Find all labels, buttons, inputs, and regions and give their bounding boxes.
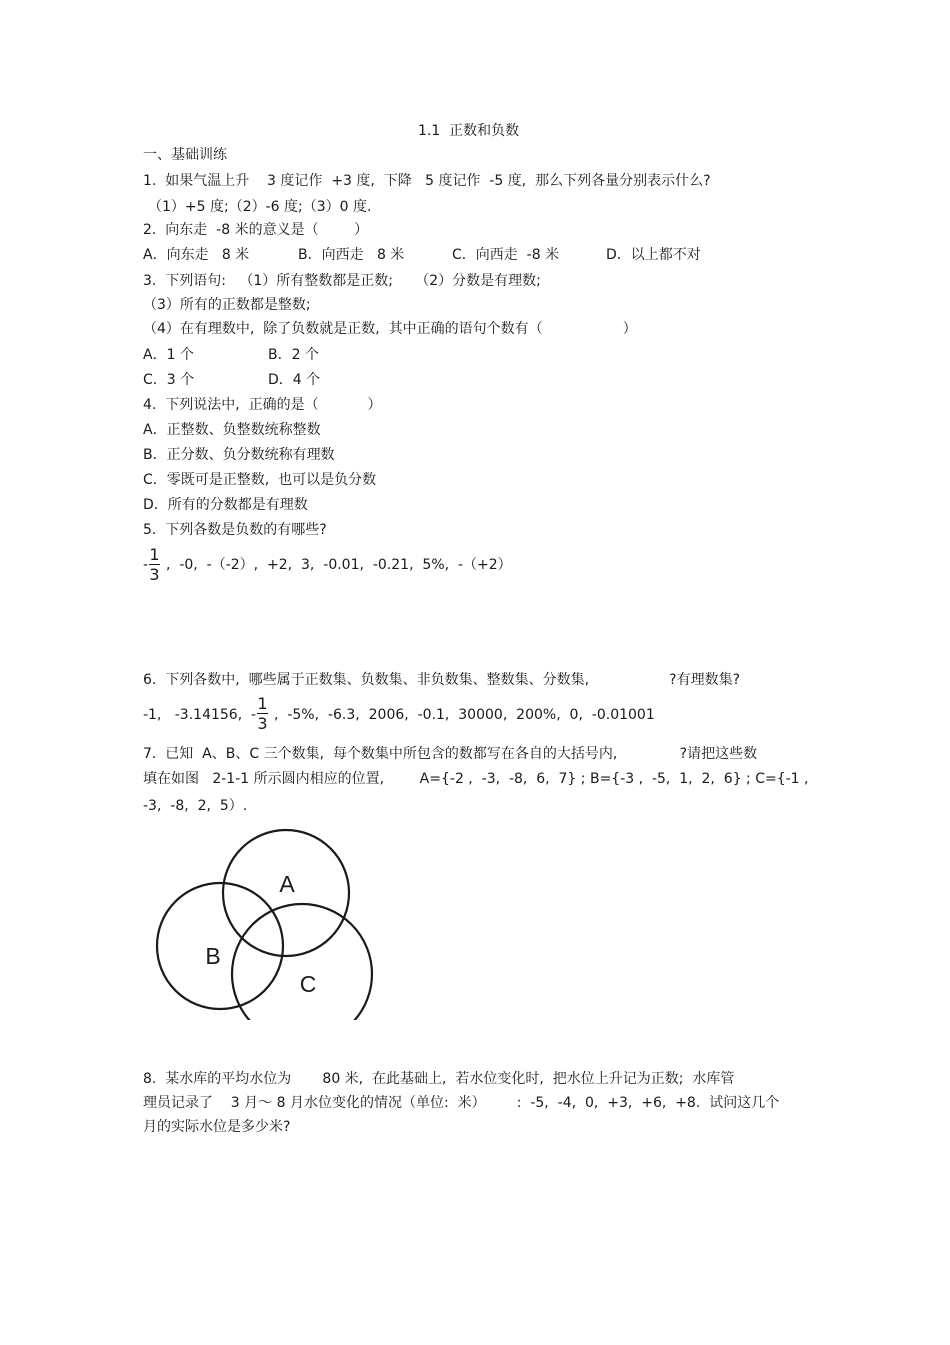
q2-stem: 2. 向东走 -8 米的意义是（ ） (143, 222, 369, 238)
q7-sets-end: -3, -8, 2, 5）. (143, 798, 248, 814)
q2-option-c: C．向西走 -8 米 (452, 247, 560, 263)
q3-stem: 3. 下列语句: （1）所有整数都是正数; （2）分数是有理数; (143, 273, 541, 289)
venn-diagram (150, 825, 380, 1020)
q4-option-c: C．零既可是正整数, 也可以是负分数 (143, 472, 377, 488)
fraction-denominator: 3 (149, 565, 160, 584)
q3-option-c: C．3 个 (143, 372, 195, 388)
q3-statement-3: （3）所有的正数都是整数; (143, 297, 311, 313)
q2-option-d: D．以上都不对 (606, 247, 701, 263)
q3-option-b: B．2 个 (268, 347, 319, 363)
label-a: A (279, 871, 295, 897)
label-b: B (205, 943, 221, 969)
fraction-numerator: 1 (257, 694, 268, 713)
q6-stem: 6. 下列各数中, 哪些属于正数集、负数集、非负数集、整数集、分数集, ?有理数集? (143, 672, 741, 688)
q7-stem: 7. 已知 A、B、C 三个数集, 每个数集中所包含的数都写在各自的大括号内, ?请把这些数 (143, 746, 758, 762)
q2-option-b: B．向西走 8 米 (298, 247, 405, 263)
circle-c (232, 904, 372, 1020)
page-title: 1.1 正数和负数 (418, 123, 520, 139)
label-c: C (299, 971, 317, 997)
fraction-denominator: 3 (257, 714, 268, 733)
q5-numbers: , -0, -（-2）, +2, 3, -0.01, -0.21, 5%, -（+2） (166, 557, 512, 573)
q4-option-d: D．所有的分数都是有理数 (143, 497, 308, 513)
q8-question: 月的实际水位是多少米? (143, 1119, 291, 1135)
q8-data: 理员记录了 3 月～ 8 月水位变化的情况（单位: 米） : -5, -4, 0, +3, +6, +8. 试问这几个 (143, 1095, 780, 1111)
q1-stem: 1. 如果气温上升 3 度记作 +3 度, 下降 5 度记作 -5 度, 那么下列各量分别表示什么? (143, 173, 711, 189)
section-heading: 一、基础训练 (143, 147, 227, 163)
q2-option-a: A．向东走 8 米 (143, 247, 250, 263)
q4-stem: 4. 下列说法中, 正确的是（ ） (143, 397, 382, 413)
q3-option-a: A．1 个 (143, 347, 194, 363)
q1-items: （1）+5 度;（2）-6 度;（3）0 度. (148, 199, 372, 215)
q6-numbers-end: , -5%, -6.3, 2006, -0.1, 30000, 200%, 0, -0.01001 (274, 707, 655, 723)
q6-numbers-start: -1, -3.14156, - (143, 707, 257, 723)
q6-fraction (257, 695, 268, 734)
q4-option-b: B．正分数、负分数统称有理数 (143, 447, 335, 463)
q8-stem: 8. 某水库的平均水位为 80 米, 在此基础上, 若水位变化时, 把水位上升记为正数; 水库管 (143, 1071, 735, 1087)
fraction-numerator: 1 (149, 545, 160, 564)
q5-stem: 5. 下列各数是负数的有哪些? (143, 522, 327, 538)
q3-statement-4: （4）在有理数中, 除了负数就是正数, 其中正确的语句个数有（ ） (143, 321, 637, 337)
q4-option-a: A．正整数、负整数统称整数 (143, 422, 321, 438)
q5-fraction-sign: - (143, 557, 149, 573)
q7-sets: 填在如图 2-1-1 所示圆内相应的位置, A={-2 , -3, -8, 6, 7} ; B={-3 , -5, 1, 2, 6} ; C={-1 , (143, 771, 809, 787)
q5-fraction (149, 546, 160, 585)
q3-option-d: D．4 个 (268, 372, 321, 388)
